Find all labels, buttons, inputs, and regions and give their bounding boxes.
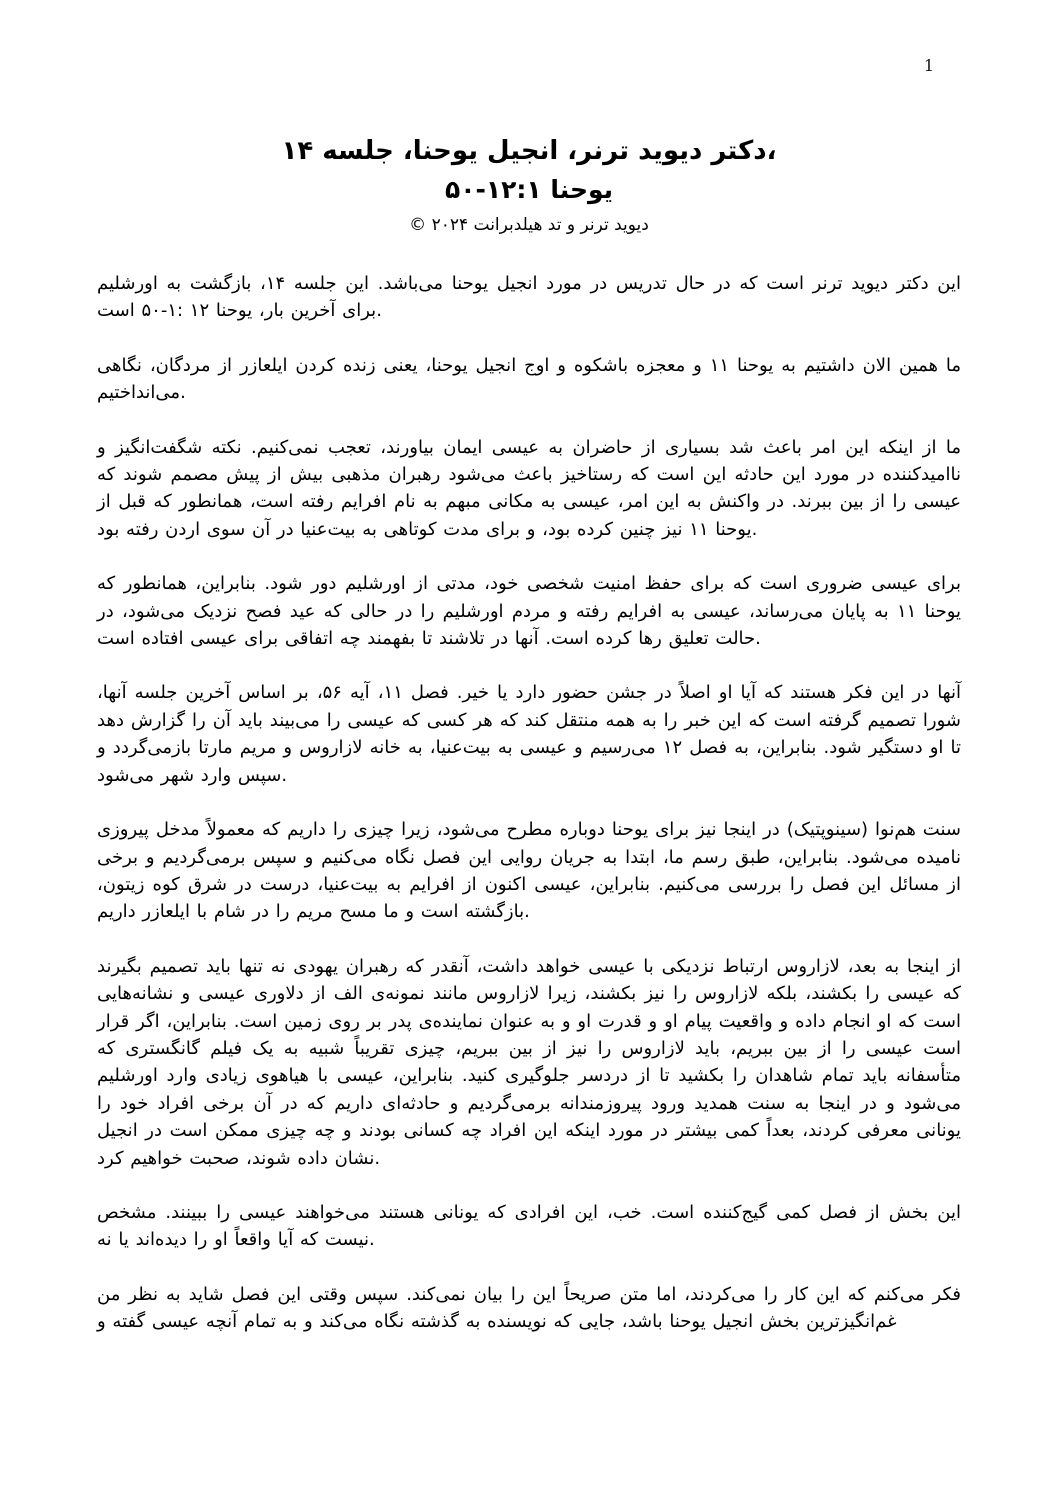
body-paragraph: ما همین الان داشتیم به یوحنا ۱۱ و معجزه باشکوه و اوج انجیل یوحنا، یعنی زنده کردن ایلعازر از مردگان، نگاهی می‌انداختیم. bbox=[97, 354, 961, 404]
scripture-reference: یوحنا ۱۲:۱-۵۰ bbox=[444, 175, 614, 204]
body-paragraph: ما از اینکه این امر باعث شد بسیاری از حاضران به عیسی ایمان بیاورند، تعجب نمی‌کنیم. نکته شگفت‌انگیز و ناامیدکننده در مورد این حادثه این است که رستاخیز باعث می‌شود رهبران مذهبی بیش از پیش مصمم شوند که عیسی را از بین ببرند. در واکنش به این امر، عیسی به مکانی مبهم به نام افرایم رفته است، همانطور که قبل از یوحنا ۱۱ نیز چنین کرده بود، و برای مدت کوتاهی به بیت‌عنیا در آن سوی اردن رفته بود. bbox=[97, 436, 961, 540]
transcript-body bbox=[97, 270, 961, 1336]
body-paragraph: برای عیسی ضروری است که برای حفظ امنیت شخصی خود، مدتی از اورشلیم دور شود. بنابراین، همانطور که یوحنا ۱۱ به پایان می‌رساند، عیسی به افرایم رفته و مردم اورشلیم را در حالی که عید فصح نزدیک می‌شود، در حالت تعلیق رها کرده است. آنها در تلاشند تا بفهمند چه اتفاقی برای عیسی افتاده است. bbox=[97, 573, 961, 650]
body-paragraph: فکر می‌کنم که این کار را می‌کردند، اما متن صریحاً این را بیان نمی‌کند. سپس وقتی این فصل شاید به نظر من غم‌انگیزترین بخش انجیل یوحنا باشد، جایی که نویسنده به گذشته نگاه می‌کند و به تمام آنچه عیسی گفته و bbox=[97, 1283, 961, 1333]
body-paragraph: سنت هم‌نوا (سینوپتیک) در اینجا نیز برای یوحنا دوباره مطرح می‌شود، زیرا چیزی را داریم که معمولاً مدخل پیروزی نامیده می‌شود. بنابراین، طبق رسم ما، ابتدا به جریان روایی این فصل نگاه می‌کنیم و سپس برمی‌گردیم و برخی از مسائل این فصل را بررسی می‌کنیم. بنابراین، عیسی اکنون از افرایم به بیت‌عنیا، درست در شرق کوه زیتون، بازگشته است و ما مسح مریم را در شام با ایلعازر داریم. bbox=[97, 819, 961, 923]
copyright-byline: © دیوید ترنر و تد هیلدبرانت ۲۰۲۴ bbox=[409, 215, 649, 235]
body-paragraph: این دکتر دیوید ترنر است که در حال تدریس در مورد انجیل یوحنا می‌باشد. این جلسه ۱۴، بازگشت به اورشلیم برای آخرین بار، یوحنا ۱۲ :۱-۵۰ است. bbox=[97, 273, 961, 322]
page-content bbox=[97, 0, 961, 1363]
page-number: 1 bbox=[923, 56, 934, 75]
body-paragraph: آنها در این فکر هستند که آیا او اصلاً در جشن حضور دارد یا خیر. فصل ۱۱، آیه ۵۶، بر اساس آخرین جلسه آنها، شورا تصمیم گرفته است که این خبر را به همه منتقل کند که هر کسی که عیسی را می‌بیند باید آن را گزارش دهد تا او دستگیر شود. بنابراین، به فصل ۱۲ می‌رسیم و عیسی به بیت‌عنیا، به خانه لازاروس و مریم مارتا بازمی‌گردد و سپس وارد شهر می‌شود. bbox=[97, 682, 961, 786]
body-paragraph: از اینجا به بعد، لازاروس ارتباط نزدیکی با عیسی خواهد داشت، آنقدر که رهبران یهودی نه تنها باید تصمیم بگیرند که عیسی را بکشند، بلکه لازاروس را نیز بکشند، زیرا لازاروس مانند نمونه‌ی الف از دلاوری عیسی و نشانه‌هایی است که او انجام داده و واقعیت پیام او و قدرت او و به عنوان نماینده‌ی پدر بر روی زمین است. بنابراین، اگر قرار است عیسی را از بین ببریم، باید لازاروس را نیز از بین ببریم، چیزی تقریباً شبیه به یک فیلم گانگستری که متأسفانه باید تمام شاهدان را بکشید تا از دردسر جلوگیری کنید. بنابراین، عیسی با هیاهوی زیادی وارد اورشلیم می‌شود و در اینجا به سنت همدید ورود پیروزمندانه برمی‌گردیم و حادثه‌ای داریم که در آن برخی افراد خود را یونانی معرفی کردند، بعداً کمی بیشتر در مورد اینکه این افراد چه کسانی بودند و چه چیزی ممکن است در انجیل نشان داده شوند، صحبت خواهیم کرد. bbox=[97, 955, 961, 1169]
body-paragraph: این بخش از فصل کمی گیج‌کننده است. خب، این افرادی که یونانی هستند می‌خواهند عیسی را ببینند. مشخص نیست که آیا واقعاً او را دیده‌اند یا نه. bbox=[97, 1201, 961, 1251]
lecture-title: دکتر دیوید ترنر، انجیل یوحنا، جلسه ۱۴، bbox=[281, 136, 777, 166]
document-header bbox=[97, 131, 961, 241]
